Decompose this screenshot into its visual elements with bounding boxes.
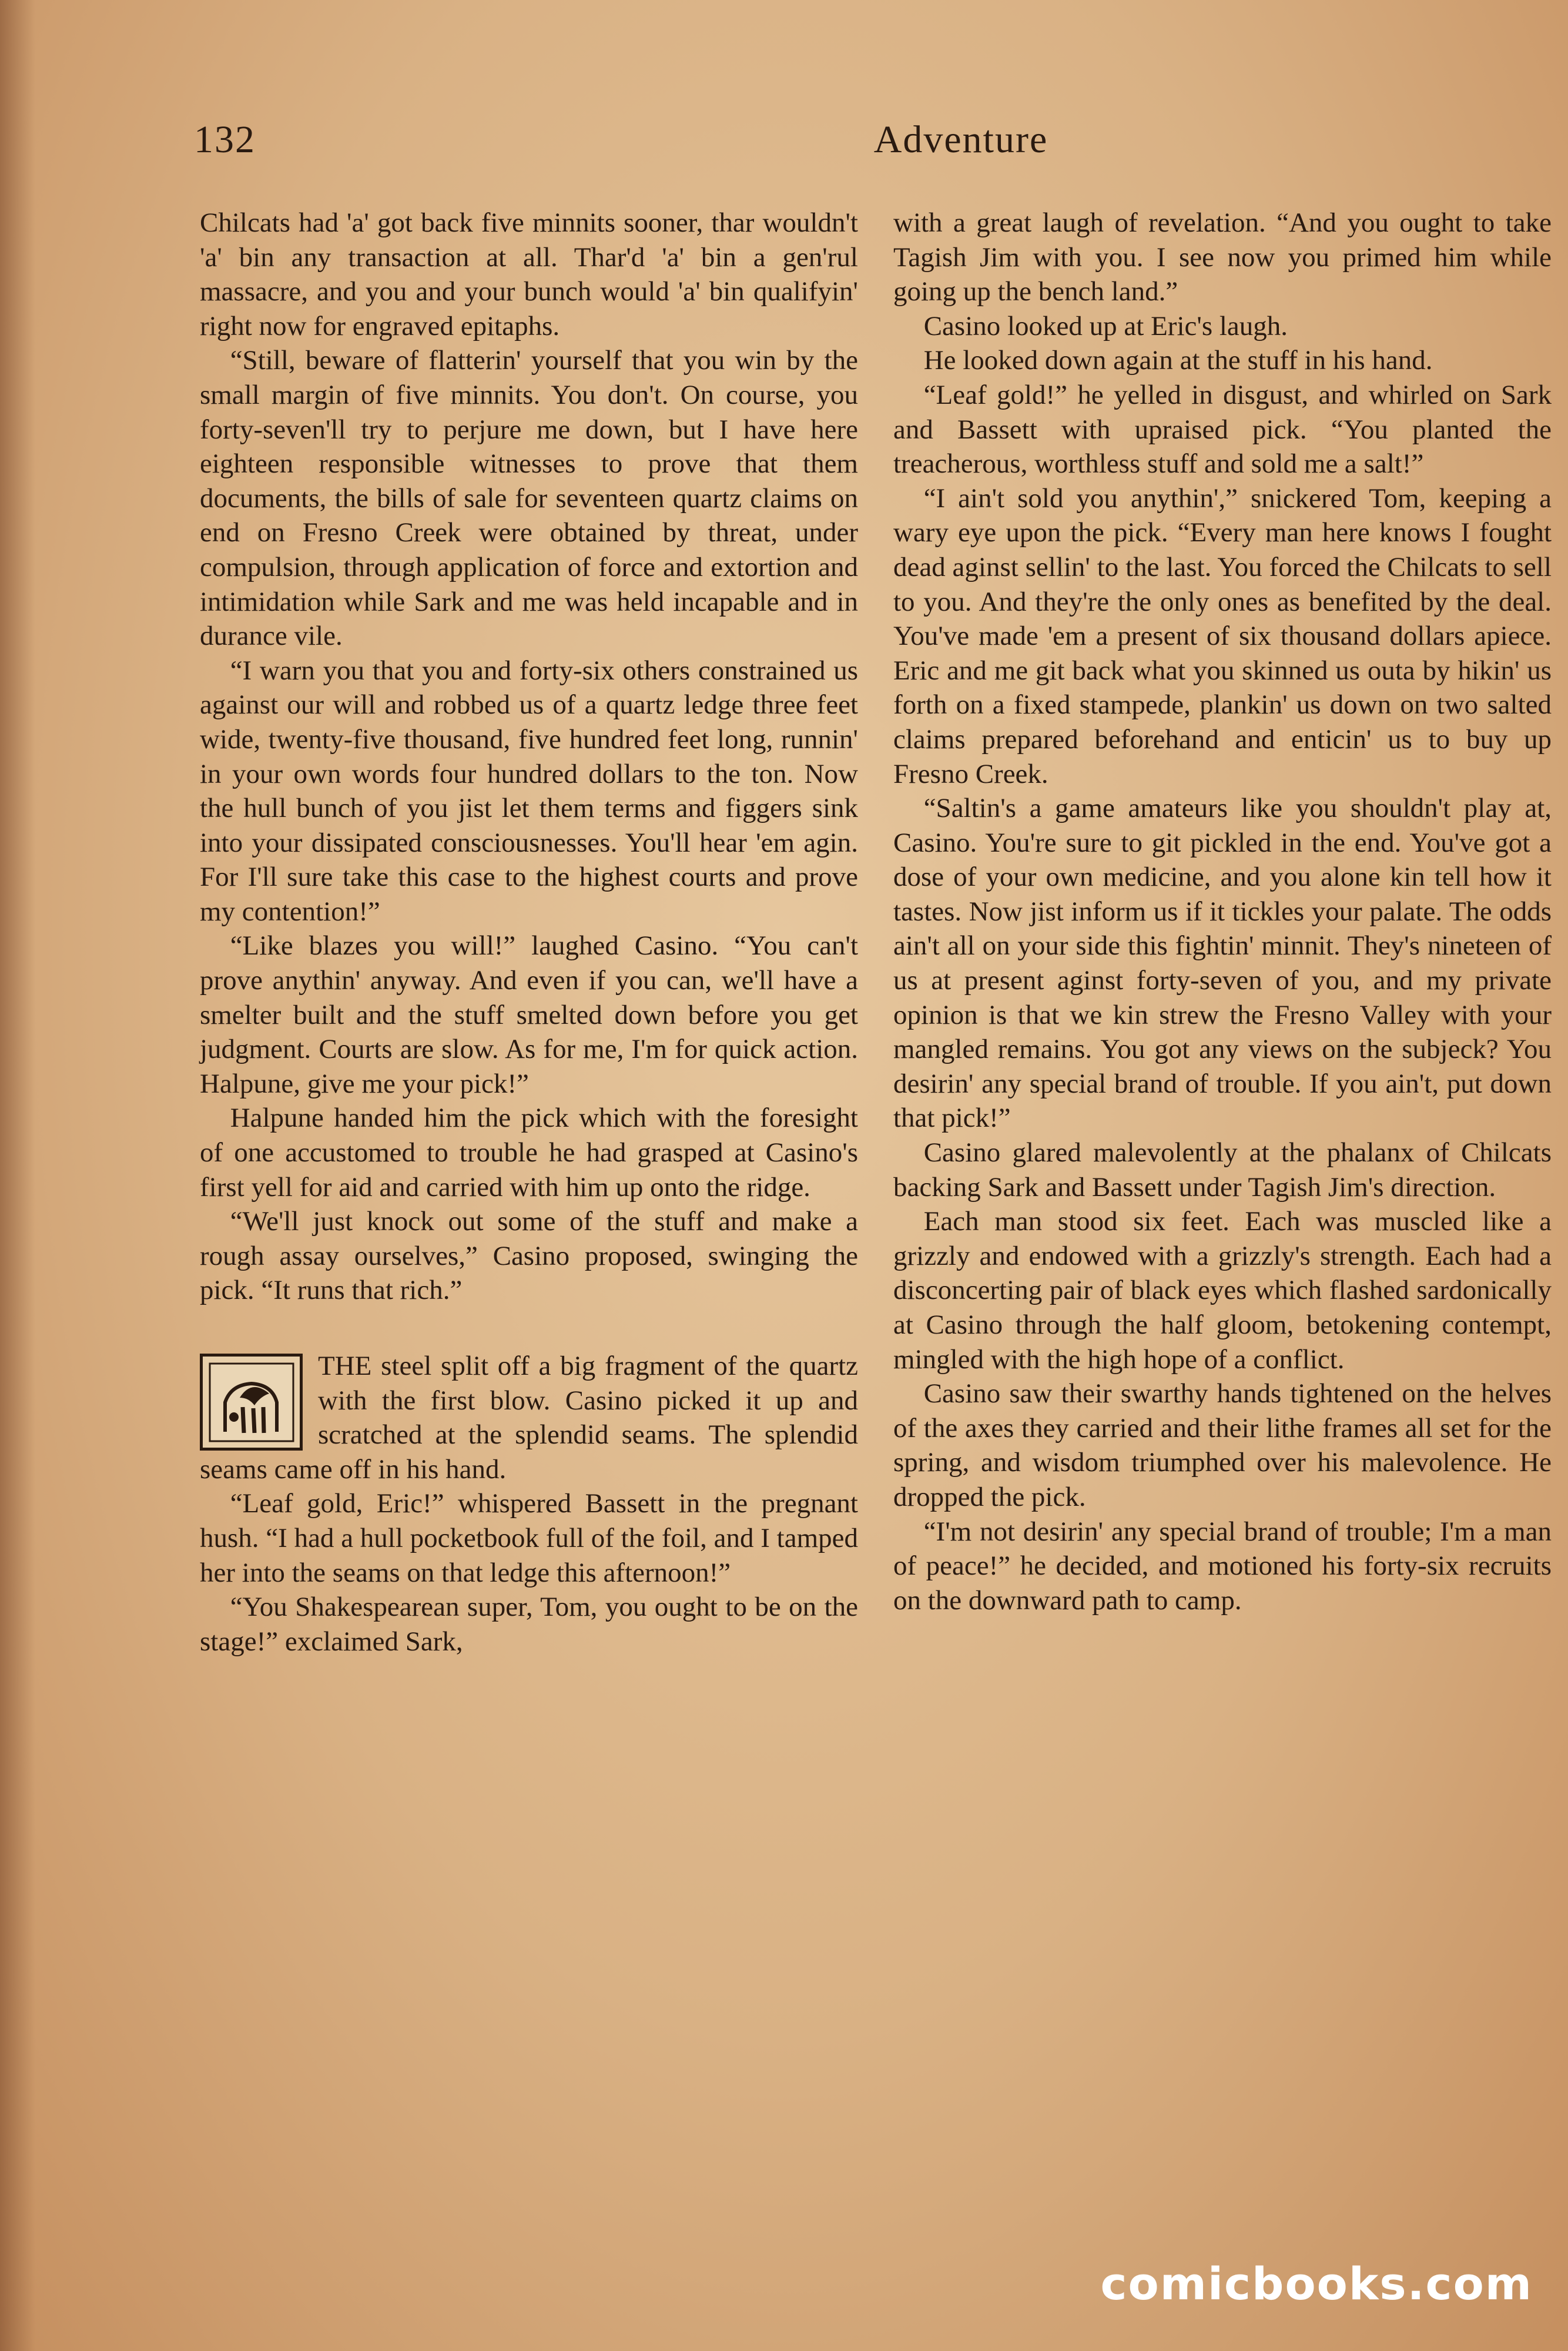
paragraph: Halpune handed him the pick which with the foresight of one accustomed to trouble he had grasped at Casino's first yell for aid and carried with him up onto the ridge. (200, 1103, 858, 1203)
right-column-paragraphs (893, 206, 1552, 1617)
section-break (200, 1308, 858, 1349)
paragraph: “I warn you that you and forty-six others constrained us against our will and robbed us of a quartz ledge three feet wide, twenty-five thousand, five hundred feet long, runnin' in your own words four hundred dollars to the ton. Now the hull bunch of you jist let them terms and figgers sink into your dissipated consciousnesses. You'll hear 'em agin. For I'll sure take this case to the highest courts and prove my contention!” (200, 655, 858, 927)
paragraph: He looked down again at the stuff in his hand. (923, 345, 1433, 376)
page-number: 132 (194, 118, 256, 161)
dropcap-paragraph-text: THE steel split off a big fragment of the quartz with the first blow. Casino picked it up and scratched at the splendid seams. The splendid seams came off in his hand. (200, 1351, 858, 1485)
paragraph: Casino glared malevolently at the phalanx of Chilcats backing Sark and Bassett under Tagish Jim's direction. (893, 1137, 1552, 1203)
page-edge-shadow (0, 0, 35, 2351)
page-header (194, 118, 1540, 182)
left-column-paragraphs (200, 206, 858, 1308)
paragraph: “We'll just knock out some of the stuff and make a rough assay ourselves,” Casino proposed, swinging the pick. “It runs that rich.” (200, 1206, 858, 1306)
paragraph: “Still, beware of flatterin' yourself that you win by the small margin of five minnits. You don't. On course, you forty-seven'll try to perjure me down, but I have here eighteen responsible witnesses to prove that them documents, the bills of sale for seventeen quartz claims on end on Fresno Creek were obtained by threat, under compulsion, through application of force and extortion and intimidation while Sark and me was held incapable and in durance vile. (200, 345, 858, 652)
left-column-paragraphs-after (200, 1486, 858, 1659)
dropcap-illustration-icon (200, 1354, 303, 1451)
paragraph: Each man stood six feet. Each was muscled like a grizzly and endowed with a grizzly's strength. Each had a disconcerting pair of black eyes which flashed sardonically at Casino through the half gloom, betokening contempt, mingled with the high hope of a conflict. (893, 1206, 1552, 1375)
paragraph: “Saltin's a game amateurs like you shouldn't play at, Casino. You're sure to git pickled in the end. You've got a dose of your own medicine, and you alone kin tell how it tastes. Now jist inform us if it tickles your palate. The odds ain't all on your side this fightin' minnit. They's nineteen of us at present aginst forty-seven of you, and my private opinion is that we kin strew the Fresno Valley with your mangled remains. You got any views on the subjeck? You desirin' any special brand of trouble. If you ain't, put down that pick!” (893, 793, 1552, 1134)
paragraph: “Like blazes you will!” laughed Casino. “You can't prove anythin' anyway. And even if you can, we'll have a smelter built and the stuff smelted down before you get judgment. Courts are slow. As for me, I'm for quick action. Halpune, give me your pick!” (200, 930, 858, 1099)
left-column (200, 206, 858, 1659)
watermark-text: comicbooks.com (1100, 2258, 1533, 2310)
running-title: Adventure (873, 118, 1048, 161)
paragraph: Casino looked up at Eric's laugh. (923, 310, 1288, 341)
decorative-figure-icon (207, 1361, 296, 1444)
paragraph: “I'm not desirin' any special brand of trouble; I'm a man of peace!” he decided, and motioned his forty-six recruits on the downward path to camp. (893, 1516, 1552, 1616)
paragraph: “Leaf gold!” he yelled in disgust, and whirled on Sark and Bassett with upraised pick. “You planted the treacherous, worthless stuff and sold me a salt!” (893, 379, 1552, 480)
right-column (893, 206, 1552, 1617)
paragraph: “You Shakespearean super, Tom, you ought to be on the stage!” exclaimed Sark, (200, 1592, 858, 1657)
paragraph: Chilcats had 'a' got back five minnits sooner, thar wouldn't 'a' bin any transaction at all. Thar'd 'a' bin a gen'rul massacre, and you and your bunch would 'a' bin qualifyin' right now for engraved epitaphs. (200, 207, 858, 341)
paragraph: “Leaf gold, Eric!” whispered Bassett in the pregnant hush. “I had a hull pocketbook full of the foil, and I tamped her into the seams on that ledge this afternoon!” (200, 1488, 858, 1588)
paragraph: with a great laugh of revelation. “And you ought to take Tagish Jim with you. I see now you primed him while going up the bench land.” (893, 207, 1552, 307)
dropcap-paragraph (200, 1349, 858, 1486)
paragraph: “I ain't sold you anythin',” snickered Tom, keeping a wary eye upon the pick. “Every man here knows I fought dead aginst sellin' to the last. You forced the Chilcats to sell to you. And they're the only ones as benefited by the deal. You've made 'em a present of six thousand dollars apiece. Eric and me git back what you skinned us outa by hikin' us forth on a fixed stampede, plankin' us down on two salted claims prepared beforehand and enticin' us to buy up Fresno Creek. (893, 483, 1552, 789)
paragraph: Casino saw their swarthy hands tightened on the helves of the axes they carried and their lithe frames all set for the spring, and wisdom triumphed over his malevolence. He dropped the pick. (893, 1378, 1552, 1512)
